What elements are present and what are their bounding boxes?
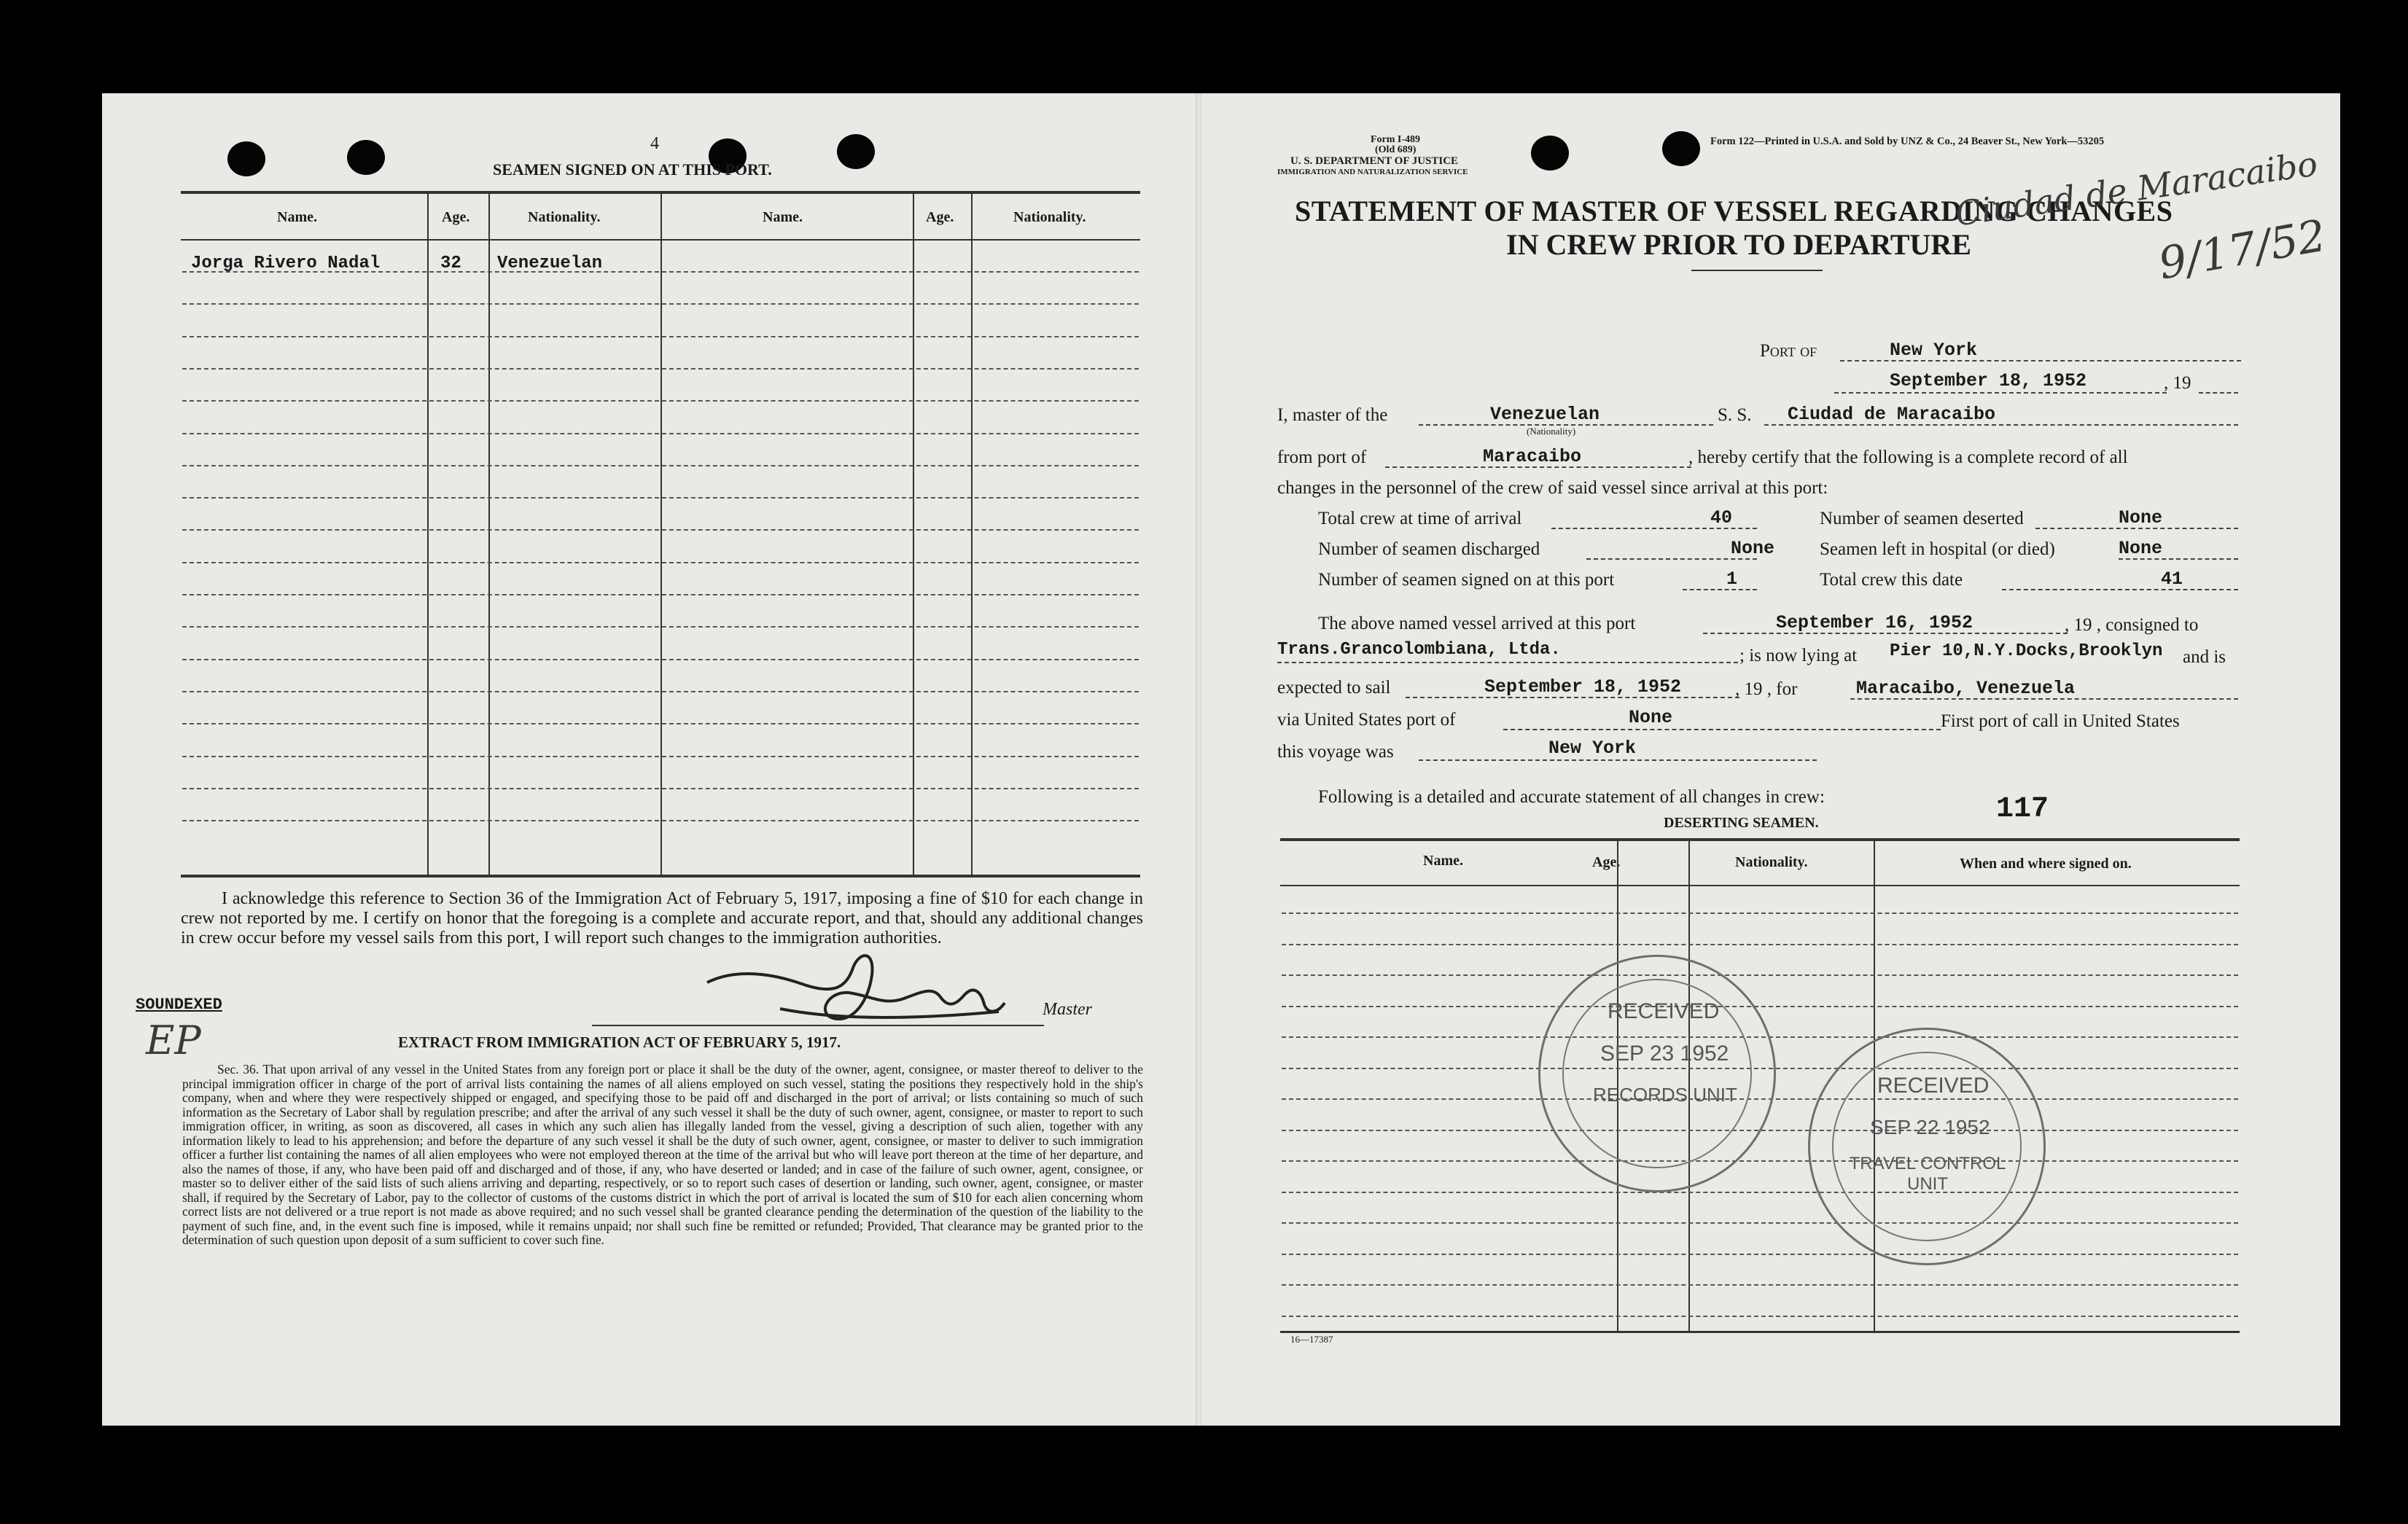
table-row-rule	[182, 497, 1139, 499]
stamp-date: SEP 23 1952	[1600, 1042, 1729, 1066]
col-divider	[427, 191, 429, 875]
deserting-row-rule	[1282, 1316, 2238, 1317]
col-header-age-2: Age.	[926, 209, 954, 225]
extract-title: EXTRACT FROM IMMIGRATION ACT OF FEBRUARY 5, 1917.	[398, 1033, 841, 1051]
col-divider	[913, 191, 914, 875]
from-port-label: from port of	[1277, 448, 1367, 467]
table-row-rule	[182, 691, 1139, 692]
acknowledgement-text: I acknowledge this reference to Section 36 of the Immigration Act of February 5, 1917, imposing a fine of $10 for each change in crew not reported by me. I certify on honor that the foregoing is a complete and accurate report, and that, should any additional changes in crew occur before my vessel sails from this port, I will report such changes to the immigration authorities.	[181, 889, 1143, 947]
extract-text: Sec. 36. That upon arrival of any vessel in the United States from any foreign port or place it shall be the duty of the owner, agent, consignee, or master thereof to deliver to the principal immigration officer in charge of the port of arrival lists containing the names of all aliens employed on such vessel, stating the positions they respectively hold in the ship's company, when and where they were respectively shipped or engaged, and specifying those to be paid off and discharged in the port of arrival; or lists containing so much of such information as the Secretary of Labor shall by regulation prescribe; and after the arrival of any such vessel it shall be the duty of such owner, agent, consignee, or master to report to such immigration officer, in writing, as soon as discovered, all cases in which any such alien has illegally landed from the vessel, giving a description of such alien, together with any information likely to lead to his apprehension; and before the departure of any such vessel it shall be the duty of such owner, agent, consignee, or master to deliver to such immigration officer a further list containing the names of all alien employees who were not employed thereon at the time of the arrival but who will leave port thereon at the time of her departure, and also the names of those, if any, who have been paid off and discharged and of those, if any, who have deserted or landed; and in case of the failure of such owner, agent, consignee, or master so to deliver either of the said lists of such aliens arriving and departing, respectively, or so to report such cases of desertion or landing, such owner, agent, consignee, or master shall, if required by the Secretary of Labor, pay to the collector of customs of the customs district in which the port of arrival is located the sum of $10 for each alien concerning whom correct lists are not delivered or a true report is not made as above required; and no such vessel shall be granted clearance pending the determination of the question of the liability to the payment of such fine, and, in the event such fine is imposed, while it remains unpaid; nor shall such fine be remitted or refunded; Provided, That clearance may be granted prior to the determination of such question upon deposit of a sum sufficient to cover such fine.	[182, 1062, 1143, 1247]
table-row-rule	[182, 529, 1139, 531]
title-underline	[1691, 270, 1823, 271]
date-suffix: , 19	[2164, 373, 2191, 393]
deserted-label: Number of seamen deserted	[1820, 509, 2024, 528]
deserting-col-when-where: When and where signed on.	[1960, 856, 2132, 872]
punch-hole	[1531, 136, 1569, 171]
total-crew-date-label: Total crew this date	[1820, 570, 1963, 590]
deserting-table-bottom	[1280, 1331, 2240, 1333]
table-bottom-rule	[181, 875, 1140, 878]
service: IMMIGRATION AND NATURALIZATION SERVICE	[1277, 168, 1468, 176]
deserting-col-nationality: Nationality.	[1735, 854, 1808, 870]
master-signature	[693, 939, 1028, 1033]
deserting-table-top	[1280, 838, 2240, 841]
stat-fill	[1683, 589, 1757, 590]
certify-text: , hereby certify that the following is a complete record of all	[1688, 448, 2128, 467]
following-text: Following is a detailed and accurate statement of all changes in crew:	[1318, 787, 1825, 807]
page-fold	[1196, 93, 1201, 1426]
year-fill	[2199, 392, 2238, 394]
left-page-title: SEAMEN SIGNED ON AT THIS PORT.	[493, 160, 772, 179]
col-divider	[661, 191, 662, 875]
deserting-row-rule	[1282, 913, 2238, 914]
arrived-value: September 16, 1952	[1776, 612, 1973, 633]
table-row-age: 32	[440, 254, 461, 273]
discharged-label: Number of seamen discharged	[1318, 539, 1540, 559]
form-old: (Old 689)	[1375, 144, 1417, 155]
table-row-rule	[182, 756, 1139, 757]
table-row-rule	[182, 368, 1139, 370]
table-row-rule	[182, 562, 1139, 563]
deserting-row-rule	[1282, 1006, 2238, 1007]
initials: EP	[146, 1017, 201, 1063]
table-row-rule	[182, 271, 1139, 273]
footer-code: 16—17387	[1290, 1334, 1333, 1345]
col-header-name-2: Name.	[763, 209, 803, 225]
voyage-label: this voyage was	[1277, 742, 1394, 762]
lying-value: Pier 10,N.Y.Docks,Brooklyn	[1890, 641, 2163, 661]
table-row-rule	[182, 626, 1139, 628]
deserting-row-rule	[1282, 1160, 2238, 1162]
page-number: 4	[650, 134, 659, 153]
table-row-rule	[182, 594, 1139, 595]
punch-hole	[837, 134, 875, 169]
date-fill	[1834, 392, 2167, 394]
and-is-label: and is	[2183, 647, 2226, 667]
table-row-rule	[182, 433, 1139, 434]
total-crew-arrival-value: 40	[1710, 507, 1733, 528]
signature-line	[592, 1025, 1044, 1026]
for-label: , 19 , for	[1735, 679, 1798, 699]
table-row-rule	[182, 465, 1139, 466]
deserting-row-rule	[1282, 1222, 2238, 1224]
form-id: Form I-489	[1371, 134, 1421, 145]
port-value: New York	[1890, 340, 1978, 361]
department: U. S. DEPARTMENT OF JUSTICE	[1290, 155, 1459, 167]
deserting-col-name: Name.	[1423, 853, 1463, 869]
signed-on-value: 1	[1726, 568, 1738, 590]
received-stamp-travel-control	[1808, 1028, 2046, 1265]
sail-value: September 18, 1952	[1484, 676, 1682, 697]
col-divider	[971, 191, 973, 875]
form-title-line-1: STATEMENT OF MASTER OF VESSEL REGARDING CHANGES	[1295, 195, 2173, 227]
stat-fill	[2002, 589, 2238, 590]
first-port-label: First port of call in United States	[1941, 711, 2180, 731]
stamp-number: 117	[1996, 793, 2049, 826]
port-label: Port of	[1760, 341, 1817, 361]
discharged-value: None	[1731, 538, 1775, 559]
total-crew-arrival-label: Total crew at time of arrival	[1318, 509, 1522, 528]
handwritten-ship-name: Ciudad de Maracaibo	[1952, 144, 2321, 234]
table-row-rule	[182, 336, 1139, 337]
table-row-nationality: Venezuelan	[497, 254, 603, 273]
deserting-row-rule	[1282, 1192, 2238, 1193]
signed-on-label: Number of seamen signed on at this port	[1318, 570, 1615, 590]
changes-text: changes in the personnel of the crew of said vessel since arrival at this port:	[1277, 478, 1828, 498]
col-header-name: Name.	[277, 209, 317, 225]
via-label: via United States port of	[1277, 710, 1456, 730]
col-header-nationality: Nationality.	[528, 209, 601, 225]
soundexed-stamp: SOUNDEXED	[136, 996, 222, 1014]
deserting-row-rule	[1282, 974, 2238, 976]
consignee-fill	[1277, 662, 1738, 663]
total-crew-date-value: 41	[2161, 568, 2183, 590]
table-row-rule	[182, 659, 1139, 660]
master-label: Master	[1043, 1000, 1092, 1019]
arrived-label: The above named vessel arrived at this port	[1318, 614, 1636, 633]
consigned-label: , 19 , consigned to	[2065, 615, 2199, 635]
stamp-unit: RECORDS UNIT	[1593, 1084, 1737, 1106]
via-value: None	[1629, 707, 1673, 728]
ss-label: S. S.	[1718, 405, 1752, 425]
for-value: Maracaibo, Venezuela	[1856, 678, 2076, 699]
punch-hole	[1662, 131, 1700, 166]
col-header-nationality-2: Nationality.	[1013, 209, 1086, 225]
deserting-row-rule	[1282, 944, 2238, 945]
stamp-unit: TRAVEL CONTROL UNIT	[1849, 1154, 2006, 1194]
via-fill	[1503, 729, 1941, 730]
hospital-label: Seamen left in hospital (or died)	[1820, 539, 2055, 559]
printer-note: Form 122—Printed in U.S.A. and Sold by UNZ & Co., 24 Beaver St., New York—53205	[1710, 136, 2105, 147]
sail-label: expected to sail	[1277, 678, 1391, 697]
stamp-date: SEP 22 1952	[1870, 1116, 1990, 1138]
table-row-rule	[182, 303, 1139, 305]
consignee-value: Trans.Grancolombiana, Ltda.	[1277, 640, 1561, 660]
table-row-rule	[182, 788, 1139, 789]
deserting-row-rule	[1282, 1284, 2238, 1286]
punch-hole	[227, 141, 265, 176]
punch-hole	[347, 140, 385, 175]
nationality-caption: (Nationality)	[1527, 426, 1576, 437]
voyage-fill	[1419, 759, 1817, 761]
table-row-name: Jorga Rivero Nadal	[191, 254, 381, 273]
form-title-line-2: IN CREW PRIOR TO DEPARTURE	[1506, 228, 1971, 261]
date-value: September 18, 1952	[1890, 370, 2087, 391]
nationality-value: Venezuelan	[1490, 404, 1600, 425]
stamp-received-text: RECEIVED	[1608, 999, 1720, 1023]
voyage-value: New York	[1548, 738, 1637, 759]
deserted-value: None	[2119, 507, 2163, 528]
from-port-value: Maracaibo	[1483, 446, 1582, 467]
ship-value: Ciudad de Maracaibo	[1788, 404, 1996, 425]
received-stamp-records	[1538, 955, 1776, 1192]
col-header-age: Age.	[442, 209, 470, 225]
stamp-received-text: RECEIVED	[1877, 1074, 1990, 1098]
deserting-title: DESERTING SEAMEN.	[1664, 815, 1819, 831]
master-prefix: I, master of the	[1277, 405, 1388, 425]
hospital-value: None	[2119, 538, 2163, 559]
table-row-rule	[182, 400, 1139, 402]
deserting-row-rule	[1282, 1254, 2238, 1255]
deserting-col-age: Age.	[1592, 854, 1621, 870]
handwritten-date: 9/17/52	[2154, 210, 2330, 290]
lying-label: ; is now lying at	[1739, 646, 1858, 665]
table-row-rule	[182, 820, 1139, 821]
table-row-rule	[182, 723, 1139, 724]
col-divider	[488, 191, 490, 875]
deserting-table-header-rule	[1280, 885, 2240, 886]
